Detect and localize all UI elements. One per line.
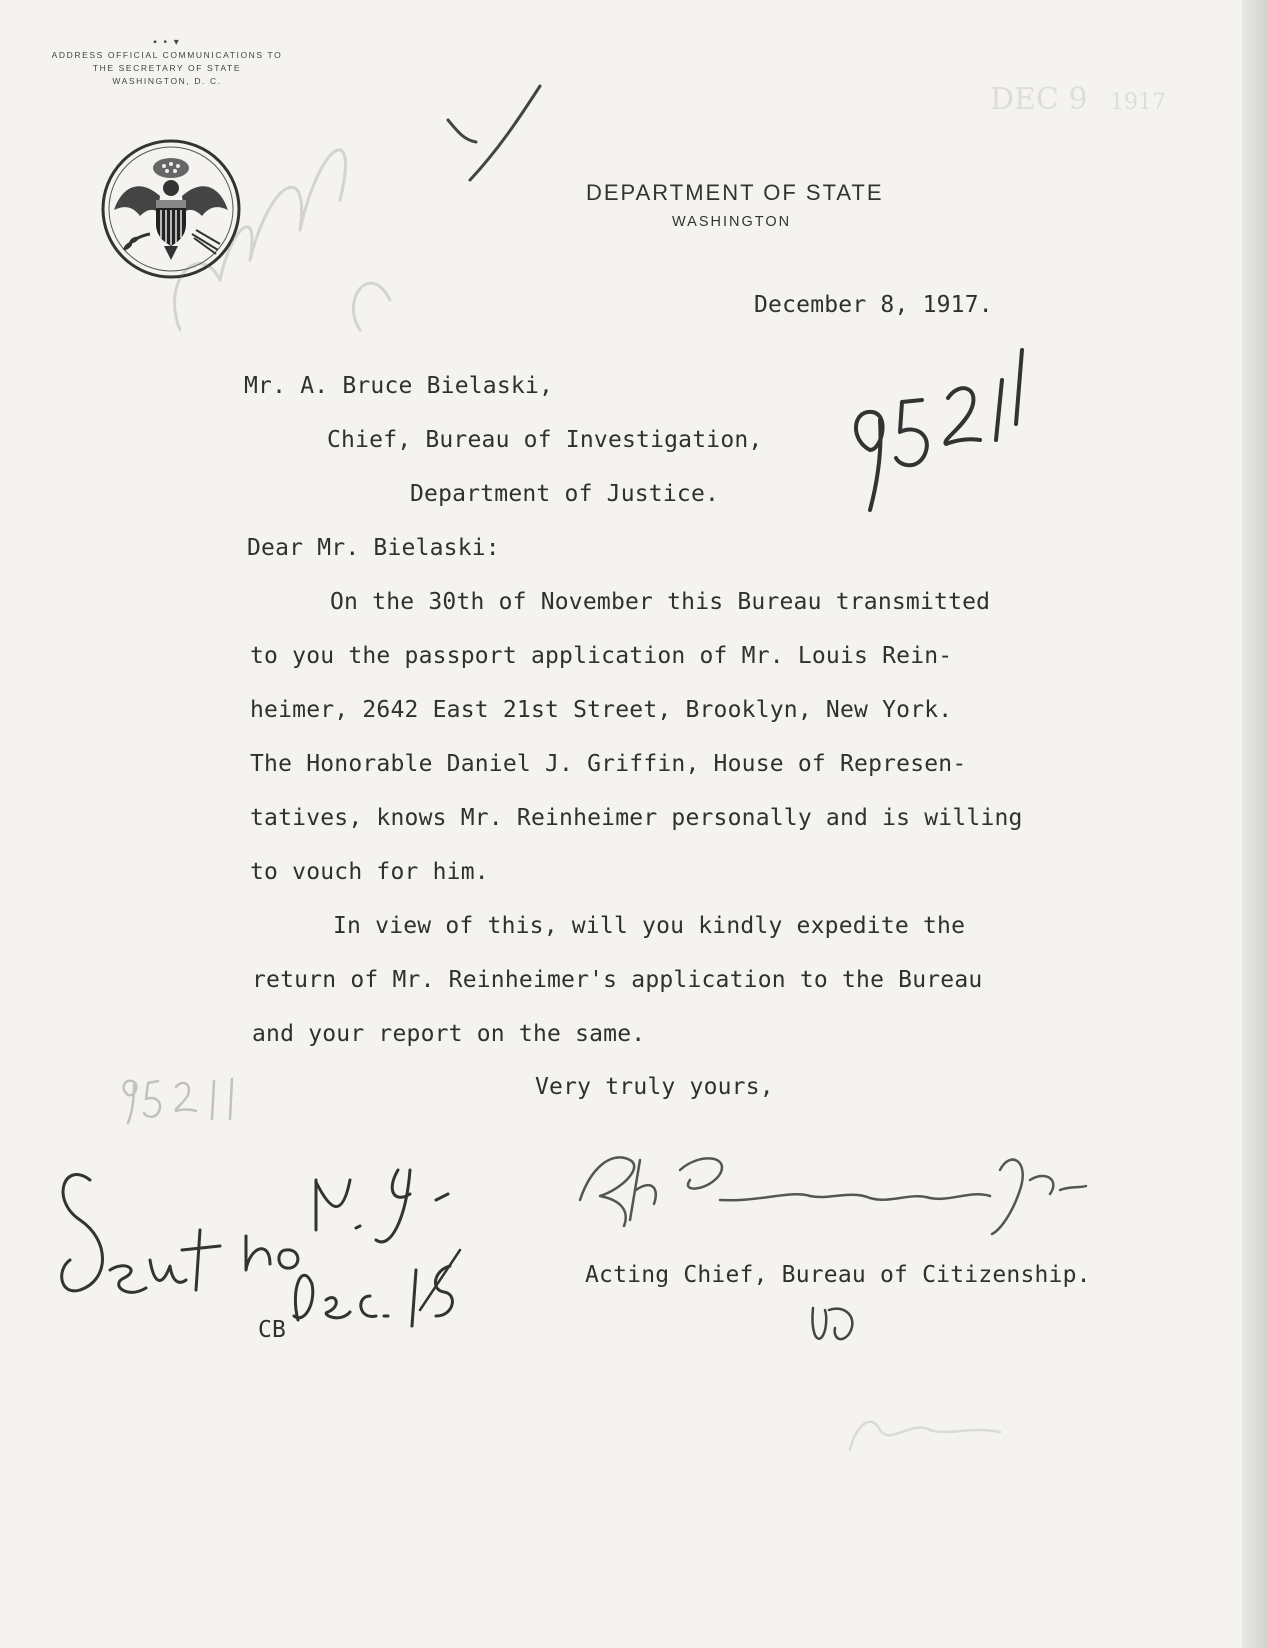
handwritten-check-mark [440,80,550,190]
faint-pencil-notes [140,80,440,380]
recipient-name: Mr. A. Bruce Bielaski, [244,373,554,399]
body-line: to you the passport application of Mr. Louis Rein- [250,643,953,669]
letterhead-marks: ▪ • ▾ [153,37,181,48]
body-line: to vouch for him. [250,859,489,885]
faint-pencil-mark [840,1390,1010,1460]
page-edge-shadow [1242,0,1268,1648]
body-line: On the 30th of November this Bureau transmitted [330,589,991,615]
body-line: tatives, knows Mr. Reinheimer personally and is willing [250,805,1023,831]
stamp-year: 1917 [1110,90,1166,115]
body-line: The Honorable Daniel J. Griffin, House of Represen- [250,751,967,777]
closing: Very truly yours, [535,1074,774,1100]
letter-date: December 8, 1917. [754,292,993,318]
body-line: and your report on the same. [252,1021,646,1047]
received-stamp [960,70,1200,210]
salutation: Dear Mr. Bielaski: [247,535,500,561]
signature [560,1130,1120,1240]
address-line: ADDRESS OFFICIAL COMMUNICATIONS TO [51,50,283,60]
stamp-date: DEC 9 [990,82,1088,117]
handwritten-sent-note [50,1120,490,1350]
address-line: WASHINGTON, D. C. [112,76,222,86]
typist-initials: CB [258,1317,287,1343]
body-line: heimer, 2642 East 21st Street, Brooklyn, New York. [250,697,953,723]
body-line: In view of this, will you kindly expedite the [333,913,966,939]
handwritten-file-number-strokes [830,340,1050,530]
department-city: WASHINGTON [672,214,792,230]
signature-title: Acting Chief, Bureau of Citizenship. [585,1262,1091,1288]
handwritten-initials [805,1298,865,1348]
body-line: return of Mr. Reinheimer's application to the Bureau [252,967,983,993]
department-name: DEPARTMENT OF STATE [586,180,884,205]
address-line: THE SECRETARY OF STATE [92,63,242,73]
recipient-department: Department of Justice. [410,481,720,507]
recipient-title: Chief, Bureau of Investigation, [327,427,763,453]
